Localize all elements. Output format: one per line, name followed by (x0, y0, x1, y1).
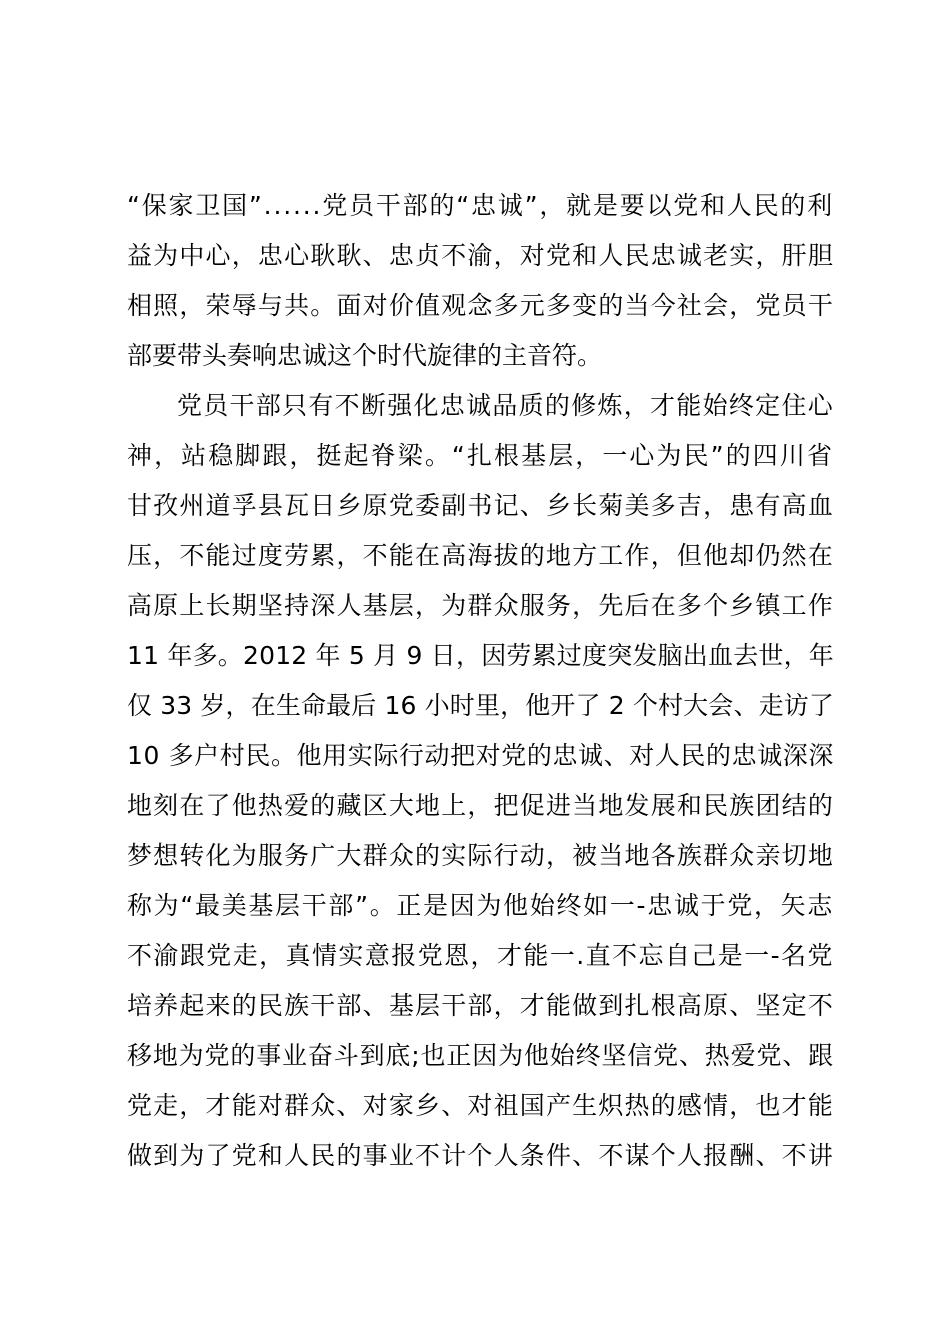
text-line-content: 相照，荣辱与共。面对价值观念多元多变的当今社会，党员干 (127, 291, 834, 320)
text-line-content: 甘孜州道孚县瓦日乡原党委副书记、乡长菊美多吉，患有高血 (127, 491, 834, 520)
text-line (127, 431, 834, 481)
text-line-content: 党走，才能对群众、对家乡、对祖国产生炽热的感情，也才能 (127, 1091, 834, 1120)
text-line-content: 梦想转化为服务广大群众的实际行动，被当地各族群众亲切地 (127, 841, 834, 870)
text-line-content: 压，不能过度劳累，不能在高海拔的地方工作，但他却仍然在 (127, 541, 834, 570)
text-line (127, 331, 834, 381)
text-line (127, 981, 834, 1031)
text-line-content: “保家卫国”......党员干部的“忠诚”，就是要以党和人民的利 (127, 191, 834, 220)
text-line (127, 281, 834, 331)
text-line-content: 神，站稳脚跟，挺起脊梁。“扎根基层，一心为民”的四川省 (127, 441, 834, 470)
text-line (127, 481, 834, 531)
text-line-content: 仅 33 岁，在生命最后 16 小时里，他开了 2 个村大会、走访了 (127, 691, 834, 720)
text-line (127, 881, 834, 931)
text-line-content: 10 多户村民。他用实际行动把对党的忠诚、对人民的忠诚深深 (127, 741, 834, 770)
text-line-content: 益为中心，忠心耿耿、忠贞不渝，对党和人民忠诚老实，肝胆 (127, 241, 834, 270)
text-line (127, 731, 834, 781)
text-line (127, 1031, 834, 1081)
text-line (127, 1081, 834, 1131)
text-line-content: 11 年多。2012 年 5 月 9 日，因劳累过度突发脑出血去世，年 (127, 641, 834, 670)
text-line (127, 631, 834, 681)
text-line-content: 部要带头奏响忠诚这个时代旋律的主音符。 (127, 341, 603, 370)
text-line (127, 781, 834, 831)
text-line (127, 831, 834, 881)
text-line-content: 不渝跟党走，真情实意报党恩，才能一.直不忘自己是一-名党 (127, 941, 834, 970)
text-line (127, 681, 834, 731)
text-line (127, 581, 834, 631)
text-line-content: 移地为党的事业奋斗到底;也正因为他始终坚信党、热爱党、跟 (127, 1041, 834, 1070)
text-line (127, 181, 834, 231)
text-line-content: 高原上长期坚持深人基层，为群众服务，先后在多个乡镇工作 (127, 591, 834, 620)
text-line-content: 培养起来的民族干部、基层干部，才能做到扎根高原、坚定不 (127, 991, 834, 1020)
text-line (127, 531, 834, 581)
text-line (127, 231, 834, 281)
text-line (127, 931, 834, 981)
text-line-content: 称为“最美基层干部”。正是因为他始终如一-忠诚于党，矢志 (127, 891, 834, 920)
text-line-content: 做到为了党和人民的事业不计个人条件、不谋个人报酬、不讲 (127, 1141, 834, 1170)
document-body (127, 181, 834, 1181)
text-line-content: 党员干部只有不断强化忠诚品质的修炼，才能始终定住心 (177, 391, 834, 420)
text-line (127, 381, 834, 431)
text-line (127, 1131, 834, 1181)
text-line-content: 地刻在了他热爱的藏区大地上，把促进当地发展和民族团结的 (127, 791, 834, 820)
